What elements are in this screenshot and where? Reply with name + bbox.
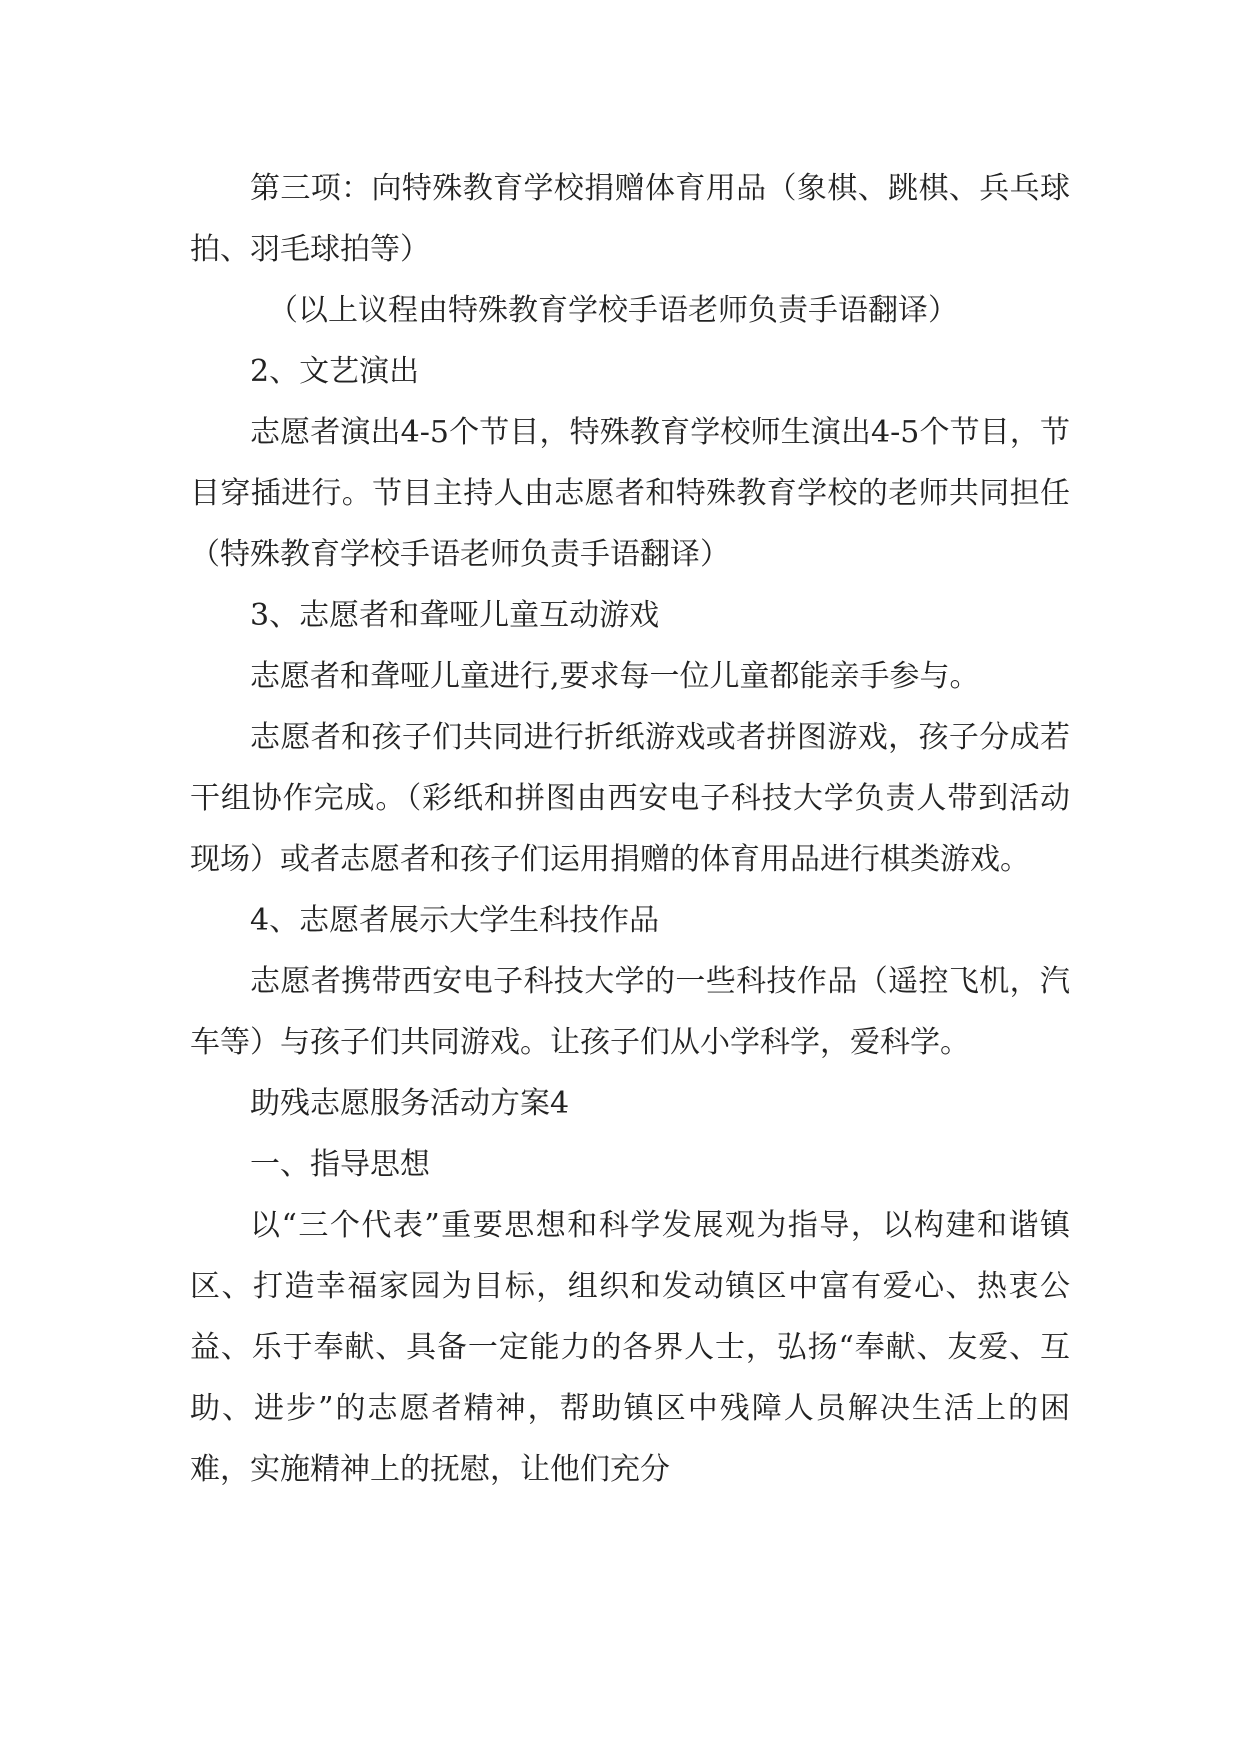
paragraph-translation-note: （以上议程由特殊教育学校手语老师负责手语翻译） bbox=[268, 293, 958, 328]
paragraph-performance: 志愿者演出4-5个节目，特殊教育学校师生演出4-5个节目，节目穿插进行。节目主持人由志愿者和特殊教育学校的老师共同担任（特殊教育学校手语老师负责手语翻译） bbox=[190, 415, 1070, 572]
section-title-plan-4: 助残志愿服务活动方案4 bbox=[250, 1086, 570, 1121]
heading-tech-showcase: 4、志愿者展示大学生科技作品 bbox=[250, 903, 660, 938]
heading-performance: 2、文艺演出 bbox=[250, 354, 420, 389]
paragraph-tech-showcase: 志愿者携带西安电子科技大学的一些科技作品（遥控飞机，汽车等）与孩子们共同游戏。让孩子们从小学科学，爱科学。 bbox=[190, 964, 1070, 1060]
paragraph-guiding-ideology: 以“三个代表”重要思想和科学发展观为指导，以构建和谐镇区、打造幸福家园为目标，组织和发动镇区中富有爱心、热衷公益、乐于奉献、具备一定能力的各界人士，弘扬“奉献、友爱、互助、进步”的志愿者精神，帮助镇区中残障人员解决生活上的困难，实施精神上的抚慰，让他们充分 bbox=[190, 1208, 1070, 1487]
paragraph-agenda-item-3: 第三项：向特殊教育学校捐赠体育用品（象棋、跳棋、兵乓球拍、羽毛球拍等） bbox=[190, 171, 1070, 267]
heading-guiding-ideology: 一、指导思想 bbox=[250, 1147, 430, 1182]
heading-interactive-games: 3、志愿者和聋哑儿童互动游戏 bbox=[250, 598, 660, 633]
document-body bbox=[190, 158, 1070, 1500]
paragraph-games-requirement: 志愿者和聋哑儿童进行,要求每一位儿童都能亲手参与。 bbox=[250, 659, 980, 694]
paragraph-games-detail: 志愿者和孩子们共同进行折纸游戏或者拼图游戏，孩子分成若干组协作完成。（彩纸和拼图由西安电子科技大学负责人带到活动现场）或者志愿者和孩子们运用捐赠的体育用品进行棋类游戏。 bbox=[190, 720, 1070, 877]
